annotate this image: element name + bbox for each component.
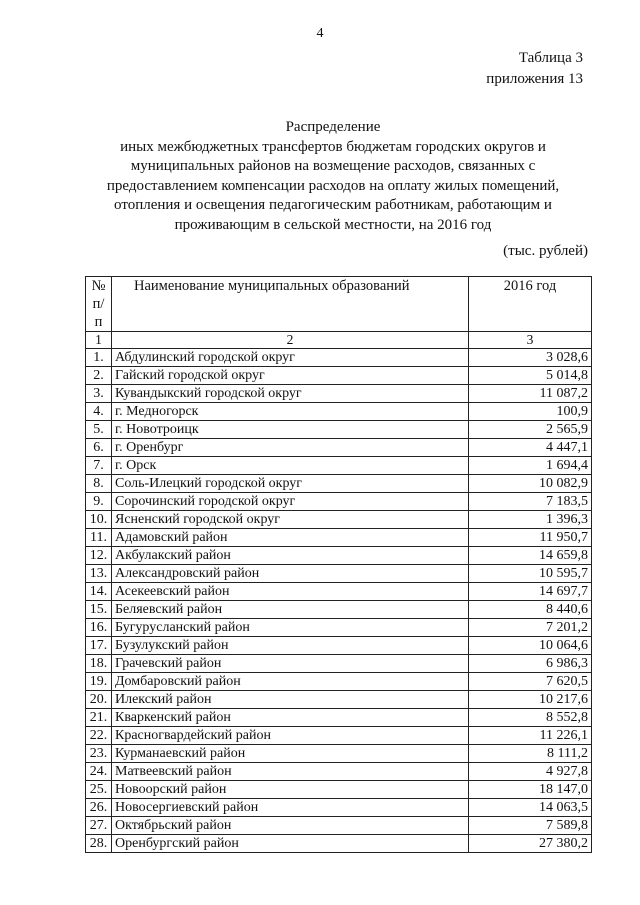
table-row [86,367,592,385]
row-value-2016: 8 440,6 [469,601,592,619]
row-number: 16. [86,619,112,637]
row-value-2016: 18 147,0 [469,781,592,799]
table-row [86,745,592,763]
row-value-2016: 14 697,7 [469,583,592,601]
row-value-2016: 10 595,7 [469,565,592,583]
table-row [86,529,592,547]
table-row [86,817,592,835]
row-municipality-name: Гайский городской округ [112,367,469,385]
row-municipality-name: Асекеевский район [112,583,469,601]
transfers-table [85,276,592,853]
row-municipality-name: г. Орск [112,457,469,475]
units-note: (тыс. рублей) [503,243,588,259]
row-municipality-name: Новоорский район [112,781,469,799]
title-line4: предоставлением компенсации расходов на оплату жилых помещений, [106,177,560,194]
header-year: 2016 год [469,277,592,332]
row-municipality-name: Курманаевский район [112,745,469,763]
row-number: 20. [86,691,112,709]
table-row [86,583,592,601]
row-number: 2. [86,367,112,385]
row-value-2016: 7 620,5 [469,673,592,691]
column-index-3: 3 [469,332,592,349]
row-number: 6. [86,439,112,457]
header-name: Наименование муниципальных образований [112,277,469,332]
row-municipality-name: Абдулинский городской округ [112,349,469,367]
row-value-2016: 10 217,6 [469,691,592,709]
title-line3: муниципальных районов на возмещение расходов, связанных с [130,158,536,174]
page-number: 4 [316,26,324,41]
row-number: 23. [86,745,112,763]
row-municipality-name: Кувандыкский городской округ [112,385,469,403]
row-municipality-name: г. Новотроицк [112,421,469,439]
row-value-2016: 11 950,7 [469,529,592,547]
row-municipality-name: Бузулукский район [112,637,469,655]
row-value-2016: 1 396,3 [469,511,592,529]
row-number: 11. [86,529,112,547]
table-row [86,565,592,583]
table-row [86,709,592,727]
row-value-2016: 3 028,6 [469,349,592,367]
row-value-2016: 4 927,8 [469,763,592,781]
row-value-2016: 5 014,8 [469,367,592,385]
row-value-2016: 14 659,8 [469,547,592,565]
table-ref-line2: приложения 13 [486,71,583,87]
row-value-2016: 6 986,3 [469,655,592,673]
row-value-2016: 7 183,5 [469,493,592,511]
table-header-row [86,277,592,332]
header-number-line1: № [91,278,106,294]
row-municipality-name: Бугурусланский район [112,619,469,637]
table-row [86,403,592,421]
table-row [86,457,592,475]
row-municipality-name: Домбаровский район [112,673,469,691]
title-line2: иных межбюджетных трансфертов бюджетам городских округов и [120,138,546,155]
header-number-line2: п/п [92,296,105,330]
document-title [60,118,606,235]
column-index-1: 1 [86,332,112,349]
table-row [86,619,592,637]
row-municipality-name: Сорочинский городской округ [112,493,469,511]
table-row [86,691,592,709]
row-municipality-name: Беляевский район [112,601,469,619]
row-number: 19. [86,673,112,691]
table-row [86,493,592,511]
column-index-row [86,332,592,349]
row-municipality-name: Ясненский городской округ [112,511,469,529]
row-number: 24. [86,763,112,781]
row-municipality-name: Соль-Илецкий городской округ [112,475,469,493]
row-number: 13. [86,565,112,583]
row-municipality-name: Акбулакский район [112,547,469,565]
column-index-2: 2 [112,332,469,349]
row-number: 7. [86,457,112,475]
table-row [86,385,592,403]
table-row [86,763,592,781]
row-municipality-name: Красногвардейский район [112,727,469,745]
row-value-2016: 10 064,6 [469,637,592,655]
row-number: 14. [86,583,112,601]
table-row [86,421,592,439]
row-value-2016: 7 589,8 [469,817,592,835]
table-row [86,727,592,745]
title-line5: отопления и освещения педагогическим работникам, работающим и [114,197,552,213]
row-municipality-name: Адамовский район [112,529,469,547]
table-row [86,637,592,655]
row-value-2016: 4 447,1 [469,439,592,457]
title-line1: Распределение [285,119,381,135]
table-row [86,835,592,853]
title-line6: проживающим в сельской местности, на 2016 год [174,216,492,233]
table-reference [486,48,583,90]
row-municipality-name: Александровский район [112,565,469,583]
row-municipality-name: Кваркенский район [112,709,469,727]
table-row [86,673,592,691]
row-municipality-name: Матвеевский район [112,763,469,781]
row-number: 3. [86,385,112,403]
row-number: 18. [86,655,112,673]
row-municipality-name: Новосергиевский район [112,799,469,817]
table-row [86,511,592,529]
row-municipality-name: Грачевский район [112,655,469,673]
row-municipality-name: Илекский район [112,691,469,709]
row-value-2016: 10 082,9 [469,475,592,493]
table-row [86,655,592,673]
row-value-2016: 11 087,2 [469,385,592,403]
row-number: 17. [86,637,112,655]
row-number: 12. [86,547,112,565]
row-number: 26. [86,799,112,817]
row-number: 9. [86,493,112,511]
table-row [86,781,592,799]
table-row [86,547,592,565]
row-number: 25. [86,781,112,799]
table-row [86,601,592,619]
table-row [86,799,592,817]
header-number [86,277,112,332]
table-ref-line1: Таблица 3 [518,50,583,66]
row-value-2016: 11 226,1 [469,727,592,745]
row-value-2016: 27 380,2 [469,835,592,853]
row-value-2016: 100,9 [469,403,592,421]
row-municipality-name: Оренбургский район [112,835,469,853]
row-number: 10. [86,511,112,529]
row-value-2016: 1 694,4 [469,457,592,475]
row-value-2016: 14 063,5 [469,799,592,817]
row-value-2016: 7 201,2 [469,619,592,637]
row-number: 22. [86,727,112,745]
row-number: 15. [86,601,112,619]
table-body [86,349,592,853]
row-number: 28. [86,835,112,853]
table-row [86,349,592,367]
row-number: 8. [86,475,112,493]
row-municipality-name: г. Медногорск [112,403,469,421]
row-municipality-name: Октябрьский район [112,817,469,835]
row-value-2016: 8 111,2 [469,745,592,763]
row-municipality-name: г. Оренбург [112,439,469,457]
row-number: 27. [86,817,112,835]
row-value-2016: 8 552,8 [469,709,592,727]
table-row [86,439,592,457]
row-number: 1. [86,349,112,367]
row-number: 21. [86,709,112,727]
table-row [86,475,592,493]
row-number: 4. [86,403,112,421]
row-number: 5. [86,421,112,439]
row-value-2016: 2 565,9 [469,421,592,439]
